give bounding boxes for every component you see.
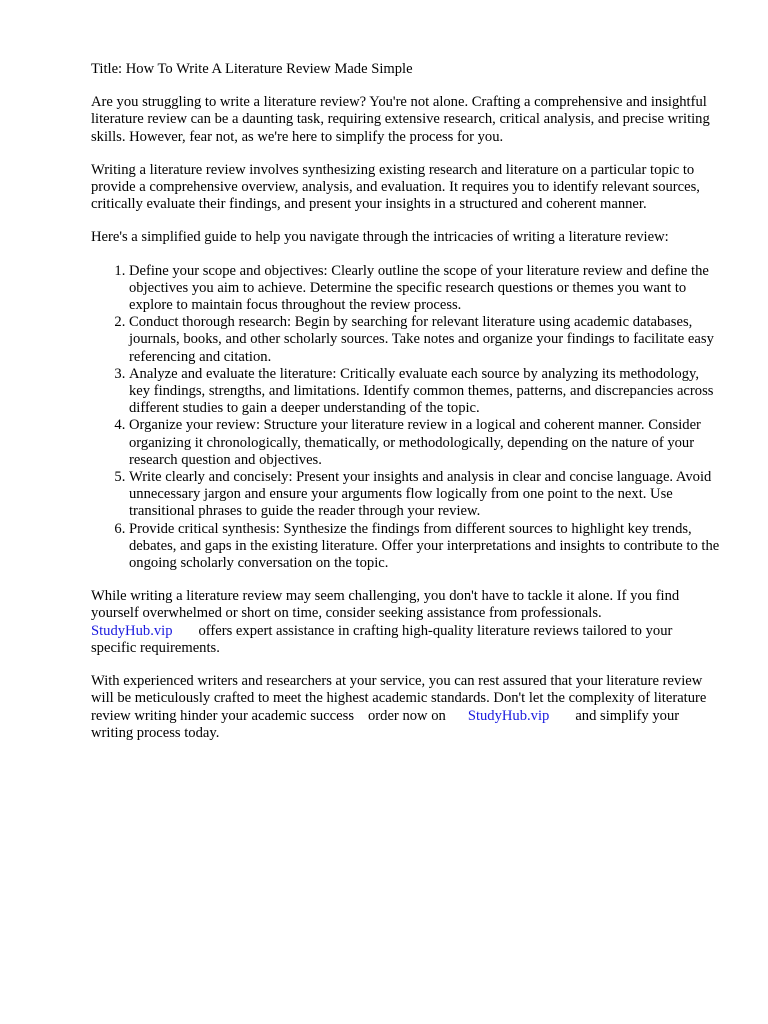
list-item: 5. Write clearly and concisely: Present your insights and analysis in clear and concise language. Avoid unnecessary jargon and ensure your arguments flow logically from one point to the next. Use transitional phrases to guide the reader through your review. — [129, 469, 721, 521]
guide-intro-paragraph: Here's a simplified guide to help you navigate through the intricacies of writing a literature review: — [91, 229, 669, 246]
list-item: 2. Conduct thorough research: Begin by searching for relevant literature using academic databases, journals, books, and other scholarly sources. Take notes and organize your findings to facilitate easy referencing and citation. — [129, 314, 721, 366]
document-title: Title: How To Write A Literature Review Made Simple — [91, 61, 413, 77]
list-item: 6. Provide critical synthesis: Synthesize the findings from different sources to highlight key trends, debates, and gaps in the existing literature. Offer your interpretations and insights to contribute to the ongoing scholarly conversation on the topic. — [129, 521, 721, 573]
studyhub-link[interactable]: StudyHub.vip — [91, 622, 173, 639]
list-item: 3. Analyze and evaluate the literature: Critically evaluate each source by analyzing its methodology, key findings, strengths, and limitations. Identify common themes, patterns, and discrepancies across different studies to gain a deeper understanding of the topic. — [129, 366, 721, 418]
list-item: 4. Organize your review: Structure your literature review in a logical and coherent manner. Consider organizing it chronologically, thematically, or methodologically, depending on the nature of your research question and objectives. — [129, 417, 721, 469]
help-paragraph — [91, 588, 721, 657]
help-text-end: offers expert assistance in crafting high-quality literature reviews tailored to your specific requirements. — [91, 622, 673, 656]
help-text-start: While writing a literature review may seem challenging, you don't have to tackle it alone. If you find yourself overwhelmed or short on time, consider seeking assistance from professionals. — [91, 588, 680, 622]
closing-paragraph — [91, 673, 721, 742]
intro-paragraph: Are you struggling to write a literature review? You're not alone. Crafting a comprehensive and insightful literature review can be a daunting task, requiring extensive research, critical analysis, and precise writing skills. However, fear not, as we're here to simplify the process for you. — [91, 94, 710, 145]
closing-text-end: and simplify your writing process today. — [91, 707, 680, 741]
studyhub-order-link[interactable]: StudyHub.vip — [467, 707, 550, 724]
closing-text-start: With experienced writers and researchers at your service, you can rest assured that your literature review will be meticulously crafted to meet the highest academic standards. Don't let the complexity of literature review writing hinder your academic success — [91, 673, 707, 724]
list-item: 1. Define your scope and objectives: Clearly outline the scope of your literature review and define the objectives you aim to achieve. Determine the specific research questions or themes you want to explore to maintain focus throughout the review process. — [129, 263, 721, 315]
steps-list — [91, 263, 721, 573]
closing-order-text: order now on — [368, 707, 446, 724]
document-body — [91, 61, 721, 758]
definition-paragraph: Writing a literature review involves synthesizing existing research and literature on a particular topic to provide a comprehensive overview, analysis, and evaluation. It requires you to identify relevant sources, critically evaluate their findings, and present your insights in a structured and coherent manner. — [91, 161, 700, 213]
